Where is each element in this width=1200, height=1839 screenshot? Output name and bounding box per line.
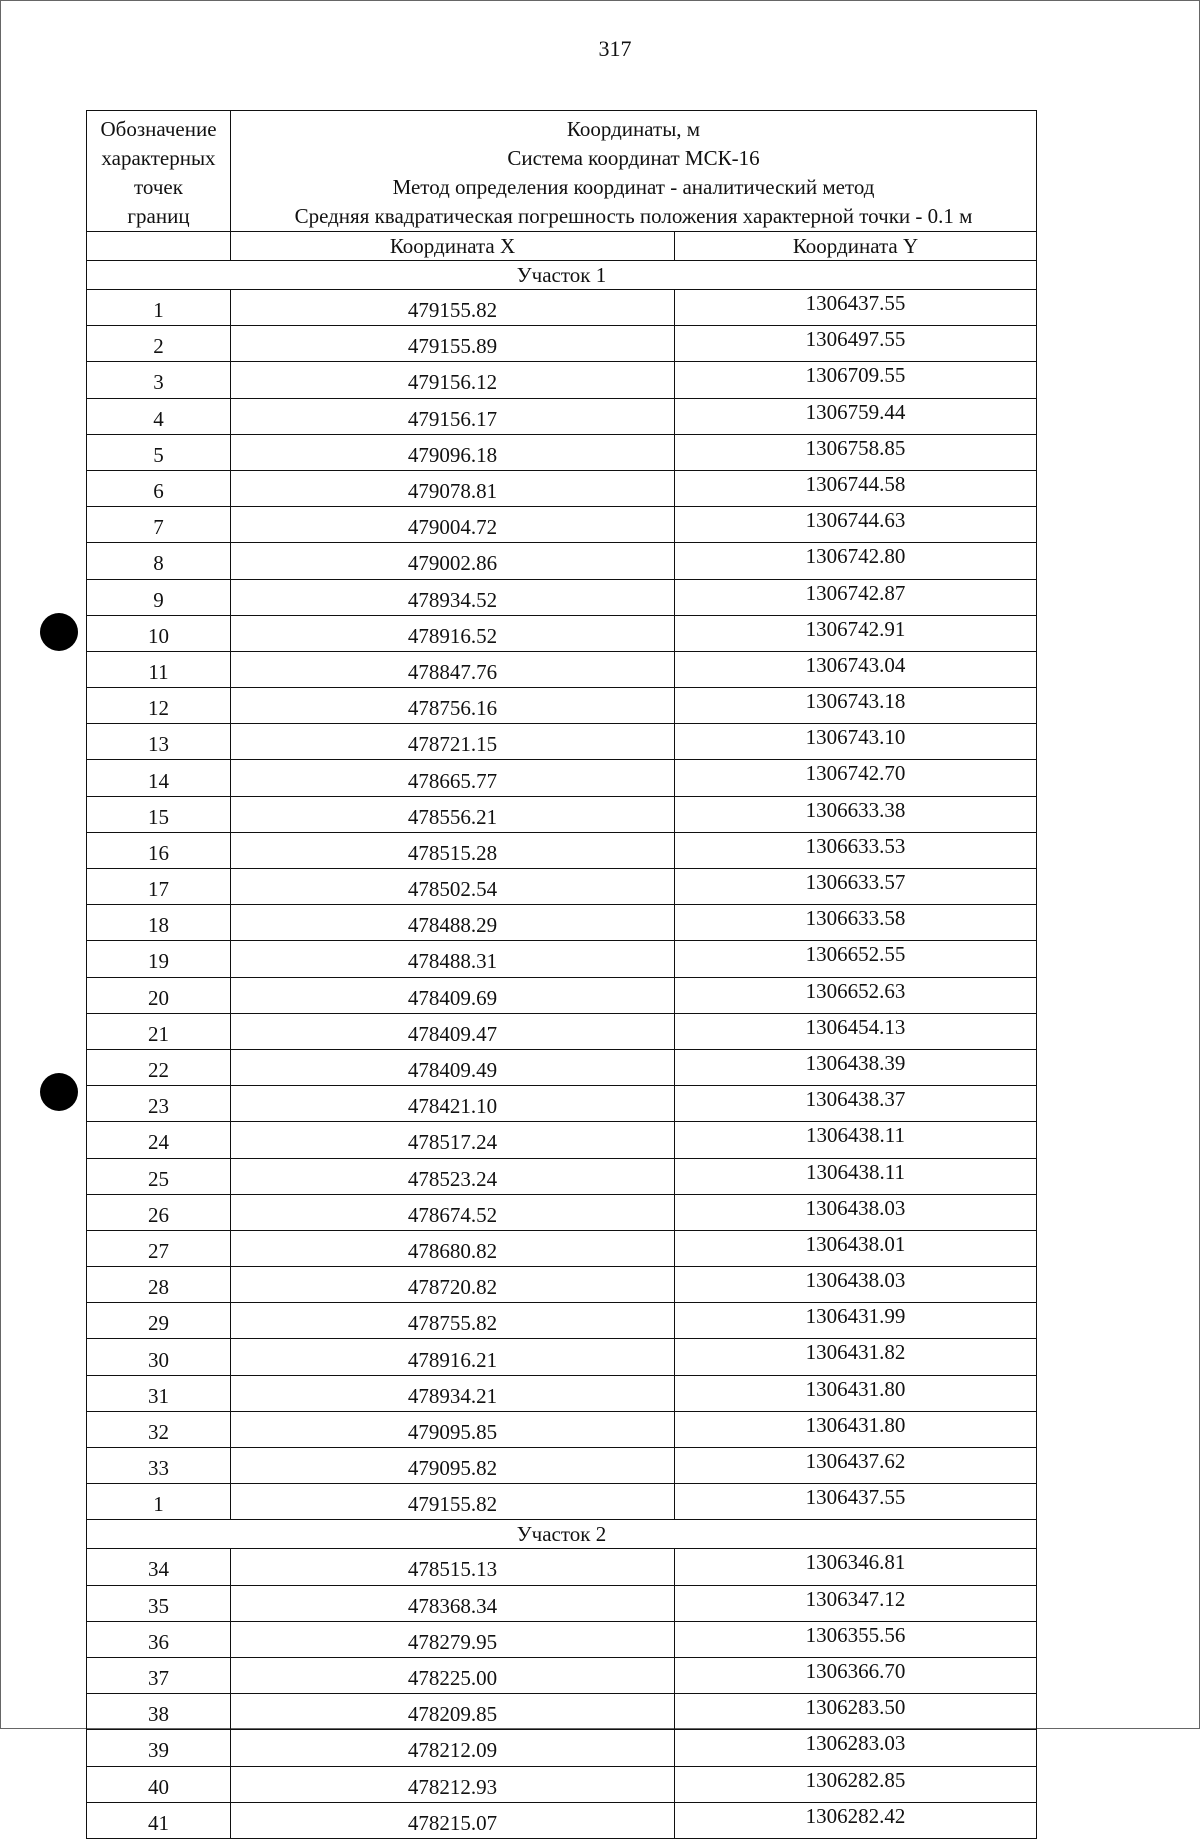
coord-y-cell: 1306283.50 — [675, 1694, 1037, 1730]
point-number-cell: 17 — [87, 869, 231, 905]
coord-y-cell: 1306497.55 — [675, 326, 1037, 362]
coord-x-cell: 479095.85 — [231, 1411, 675, 1447]
coord-y-cell: 1306283.03 — [675, 1730, 1037, 1766]
coord-y-cell: 1306438.11 — [675, 1122, 1037, 1158]
coordinates-table — [86, 110, 1037, 1839]
coord-y-cell: 1306437.55 — [675, 1484, 1037, 1520]
point-number-cell: 13 — [87, 724, 231, 760]
header-right-line: Метод определения координат - аналитический метод — [392, 175, 875, 199]
table-row — [87, 1267, 1037, 1303]
coord-y-cell: 1306282.42 — [675, 1802, 1037, 1838]
table-row — [87, 1766, 1037, 1802]
section-title: Участок 2 — [87, 1520, 1037, 1549]
table-row — [87, 615, 1037, 651]
coord-x-cell: 478916.52 — [231, 615, 675, 651]
coord-y-cell: 1306743.18 — [675, 688, 1037, 724]
table-row — [87, 362, 1037, 398]
point-number-cell: 36 — [87, 1621, 231, 1657]
point-number-cell: 41 — [87, 1802, 231, 1838]
coord-x-cell: 479078.81 — [231, 470, 675, 506]
point-number-cell: 7 — [87, 507, 231, 543]
coord-y-cell: 1306652.63 — [675, 977, 1037, 1013]
coord-y-cell: 1306742.80 — [675, 543, 1037, 579]
coord-y-cell: 1306743.10 — [675, 724, 1037, 760]
header-left-line: точек — [134, 175, 183, 199]
point-number-cell: 20 — [87, 977, 231, 1013]
coord-x-cell: 478488.29 — [231, 905, 675, 941]
point-number-cell: 10 — [87, 615, 231, 651]
table-row — [87, 977, 1037, 1013]
coord-x-cell: 478515.13 — [231, 1549, 675, 1585]
point-number-cell: 5 — [87, 434, 231, 470]
point-number-cell: 38 — [87, 1694, 231, 1730]
table-row — [87, 1802, 1037, 1838]
coord-y-cell: 1306633.58 — [675, 905, 1037, 941]
point-number-cell: 12 — [87, 688, 231, 724]
point-number-cell: 35 — [87, 1585, 231, 1621]
point-number-cell: 31 — [87, 1375, 231, 1411]
table-row — [87, 579, 1037, 615]
table-row — [87, 796, 1037, 832]
point-number-cell: 9 — [87, 579, 231, 615]
coord-y-cell: 1306355.56 — [675, 1621, 1037, 1657]
coord-x-cell: 478916.21 — [231, 1339, 675, 1375]
table-row — [87, 1657, 1037, 1693]
table-row — [87, 905, 1037, 941]
coord-x-cell: 479156.17 — [231, 398, 675, 434]
table-row — [87, 1086, 1037, 1122]
table-row — [87, 1013, 1037, 1049]
coord-y-cell: 1306454.13 — [675, 1013, 1037, 1049]
coord-x-cell: 479155.82 — [231, 1484, 675, 1520]
header-left-line: границ — [127, 204, 190, 228]
point-number-cell: 4 — [87, 398, 231, 434]
coord-y-cell: 1306742.70 — [675, 760, 1037, 796]
table-row — [87, 1621, 1037, 1657]
coord-x-cell: 479002.86 — [231, 543, 675, 579]
coord-y-cell: 1306742.87 — [675, 579, 1037, 615]
coord-y-cell: 1306437.62 — [675, 1448, 1037, 1484]
coord-x-cell: 478721.15 — [231, 724, 675, 760]
coord-y-cell: 1306633.53 — [675, 832, 1037, 868]
table-row — [87, 832, 1037, 868]
table-row — [87, 651, 1037, 687]
punch-hole — [40, 613, 78, 651]
coord-y-cell: 1306431.82 — [675, 1339, 1037, 1375]
coord-x-cell: 478212.09 — [231, 1730, 675, 1766]
empty-cell — [87, 232, 231, 261]
coord-y-cell: 1306759.44 — [675, 398, 1037, 434]
table-row — [87, 543, 1037, 579]
table-row — [87, 941, 1037, 977]
header-left-line: характерных — [101, 146, 216, 170]
table-row — [87, 1730, 1037, 1766]
coord-y-cell: 1306758.85 — [675, 434, 1037, 470]
coord-y-cell: 1306744.58 — [675, 470, 1037, 506]
table-row — [87, 1303, 1037, 1339]
table-row — [87, 869, 1037, 905]
coord-x-cell: 479156.12 — [231, 362, 675, 398]
point-number-cell: 25 — [87, 1158, 231, 1194]
table-row — [87, 1339, 1037, 1375]
coord-x-cell: 478279.95 — [231, 1621, 675, 1657]
coord-x-cell: 478934.52 — [231, 579, 675, 615]
table-row — [87, 1411, 1037, 1447]
coord-x-cell: 478212.93 — [231, 1766, 675, 1802]
coord-x-cell: 478409.49 — [231, 1049, 675, 1085]
header-left-line: Обозначение — [100, 117, 217, 141]
coord-x-cell: 478934.21 — [231, 1375, 675, 1411]
header-right-line: Координаты, м — [566, 117, 701, 141]
coord-y-cell: 1306431.99 — [675, 1303, 1037, 1339]
coord-x-cell: 478421.10 — [231, 1086, 675, 1122]
table-row — [87, 1448, 1037, 1484]
coord-y-cell: 1306438.11 — [675, 1158, 1037, 1194]
coord-x-cell: 478847.76 — [231, 651, 675, 687]
punch-hole — [40, 1073, 78, 1111]
coord-y-cell: 1306744.63 — [675, 507, 1037, 543]
coord-x-cell: 478665.77 — [231, 760, 675, 796]
point-number-cell: 18 — [87, 905, 231, 941]
coord-y-cell: 1306347.12 — [675, 1585, 1037, 1621]
point-number-cell: 1 — [87, 1484, 231, 1520]
coord-x-cell: 478523.24 — [231, 1158, 675, 1194]
table-row — [87, 724, 1037, 760]
coord-x-cell: 478488.31 — [231, 941, 675, 977]
coordinates-header — [231, 111, 1037, 232]
coord-y-cell: 1306437.55 — [675, 290, 1037, 326]
coord-x-cell: 478517.24 — [231, 1122, 675, 1158]
point-number-cell: 15 — [87, 796, 231, 832]
table-row — [87, 1375, 1037, 1411]
point-number-cell: 40 — [87, 1766, 231, 1802]
coord-x-cell: 478225.00 — [231, 1657, 675, 1693]
table-row — [87, 1122, 1037, 1158]
point-number-cell: 37 — [87, 1657, 231, 1693]
point-number-cell: 23 — [87, 1086, 231, 1122]
page-number: 317 — [598, 36, 632, 61]
point-number-cell: 22 — [87, 1049, 231, 1085]
coord-x-cell: 479155.82 — [231, 290, 675, 326]
table-header-row — [87, 111, 1037, 232]
point-number-cell: 19 — [87, 941, 231, 977]
point-number-cell: 16 — [87, 832, 231, 868]
table-row — [87, 434, 1037, 470]
point-number-cell: 6 — [87, 470, 231, 506]
col-x-header: Координата X — [231, 232, 675, 261]
table-row — [87, 760, 1037, 796]
table-row — [87, 1230, 1037, 1266]
table-row — [87, 507, 1037, 543]
section-title: Участок 1 — [87, 261, 1037, 290]
coord-y-cell: 1306431.80 — [675, 1411, 1037, 1447]
point-number-cell: 3 — [87, 362, 231, 398]
coord-x-cell: 478368.34 — [231, 1585, 675, 1621]
col-y-header: Координата Y — [675, 232, 1037, 261]
point-number-cell: 11 — [87, 651, 231, 687]
coord-x-cell: 478680.82 — [231, 1230, 675, 1266]
coord-y-cell: 1306438.03 — [675, 1194, 1037, 1230]
coord-y-cell: 1306282.85 — [675, 1766, 1037, 1802]
section-row — [87, 261, 1037, 290]
point-number-cell: 8 — [87, 543, 231, 579]
coord-y-cell: 1306633.38 — [675, 796, 1037, 832]
coord-x-cell: 478674.52 — [231, 1194, 675, 1230]
coord-x-cell: 478209.85 — [231, 1694, 675, 1730]
coord-y-cell: 1306366.70 — [675, 1657, 1037, 1693]
point-number-cell: 32 — [87, 1411, 231, 1447]
point-number-cell: 27 — [87, 1230, 231, 1266]
coord-x-cell: 478502.54 — [231, 869, 675, 905]
point-number-cell: 2 — [87, 326, 231, 362]
coord-x-cell: 479004.72 — [231, 507, 675, 543]
point-number-cell: 39 — [87, 1730, 231, 1766]
coord-y-cell: 1306438.01 — [675, 1230, 1037, 1266]
coord-y-cell: 1306438.37 — [675, 1086, 1037, 1122]
table-row — [87, 1549, 1037, 1585]
point-number-cell: 33 — [87, 1448, 231, 1484]
coord-y-cell: 1306742.91 — [675, 615, 1037, 651]
table-row — [87, 1194, 1037, 1230]
point-number-cell: 34 — [87, 1549, 231, 1585]
table-row — [87, 1694, 1037, 1730]
coord-x-cell: 479095.82 — [231, 1448, 675, 1484]
point-number-cell: 14 — [87, 760, 231, 796]
point-number-cell: 26 — [87, 1194, 231, 1230]
point-number-cell: 24 — [87, 1122, 231, 1158]
table-subheader-row — [87, 232, 1037, 261]
point-number-cell: 29 — [87, 1303, 231, 1339]
header-right-line: Средняя квадратическая погрешность положения характерной точки - 0.1 м — [294, 204, 973, 228]
coord-x-cell: 478720.82 — [231, 1267, 675, 1303]
coord-x-cell: 478409.69 — [231, 977, 675, 1013]
table-row — [87, 470, 1037, 506]
coord-x-cell: 478409.47 — [231, 1013, 675, 1049]
table-row — [87, 326, 1037, 362]
table-row — [87, 1484, 1037, 1520]
coord-y-cell: 1306438.03 — [675, 1267, 1037, 1303]
point-number-cell: 1 — [87, 290, 231, 326]
coord-y-cell: 1306431.80 — [675, 1375, 1037, 1411]
coord-y-cell: 1306438.39 — [675, 1049, 1037, 1085]
point-number-cell: 28 — [87, 1267, 231, 1303]
coord-y-cell: 1306346.81 — [675, 1549, 1037, 1585]
table-row — [87, 1049, 1037, 1085]
coord-x-cell: 479096.18 — [231, 434, 675, 470]
point-designation-header — [87, 111, 231, 232]
coord-y-cell: 1306709.55 — [675, 362, 1037, 398]
table-row — [87, 290, 1037, 326]
coord-x-cell: 478515.28 — [231, 832, 675, 868]
coord-x-cell: 478215.07 — [231, 1802, 675, 1838]
point-number-cell: 30 — [87, 1339, 231, 1375]
coord-x-cell: 478556.21 — [231, 796, 675, 832]
table-row — [87, 688, 1037, 724]
section-row — [87, 1520, 1037, 1549]
coord-y-cell: 1306652.55 — [675, 941, 1037, 977]
coord-x-cell: 478756.16 — [231, 688, 675, 724]
coord-y-cell: 1306633.57 — [675, 869, 1037, 905]
coord-y-cell: 1306743.04 — [675, 651, 1037, 687]
table-row — [87, 398, 1037, 434]
point-number-cell: 21 — [87, 1013, 231, 1049]
table-row — [87, 1158, 1037, 1194]
header-right-line: Система координат МСК-16 — [507, 146, 760, 170]
table-row — [87, 1585, 1037, 1621]
table-body — [87, 261, 1037, 1839]
coord-x-cell: 478755.82 — [231, 1303, 675, 1339]
coord-x-cell: 479155.89 — [231, 326, 675, 362]
